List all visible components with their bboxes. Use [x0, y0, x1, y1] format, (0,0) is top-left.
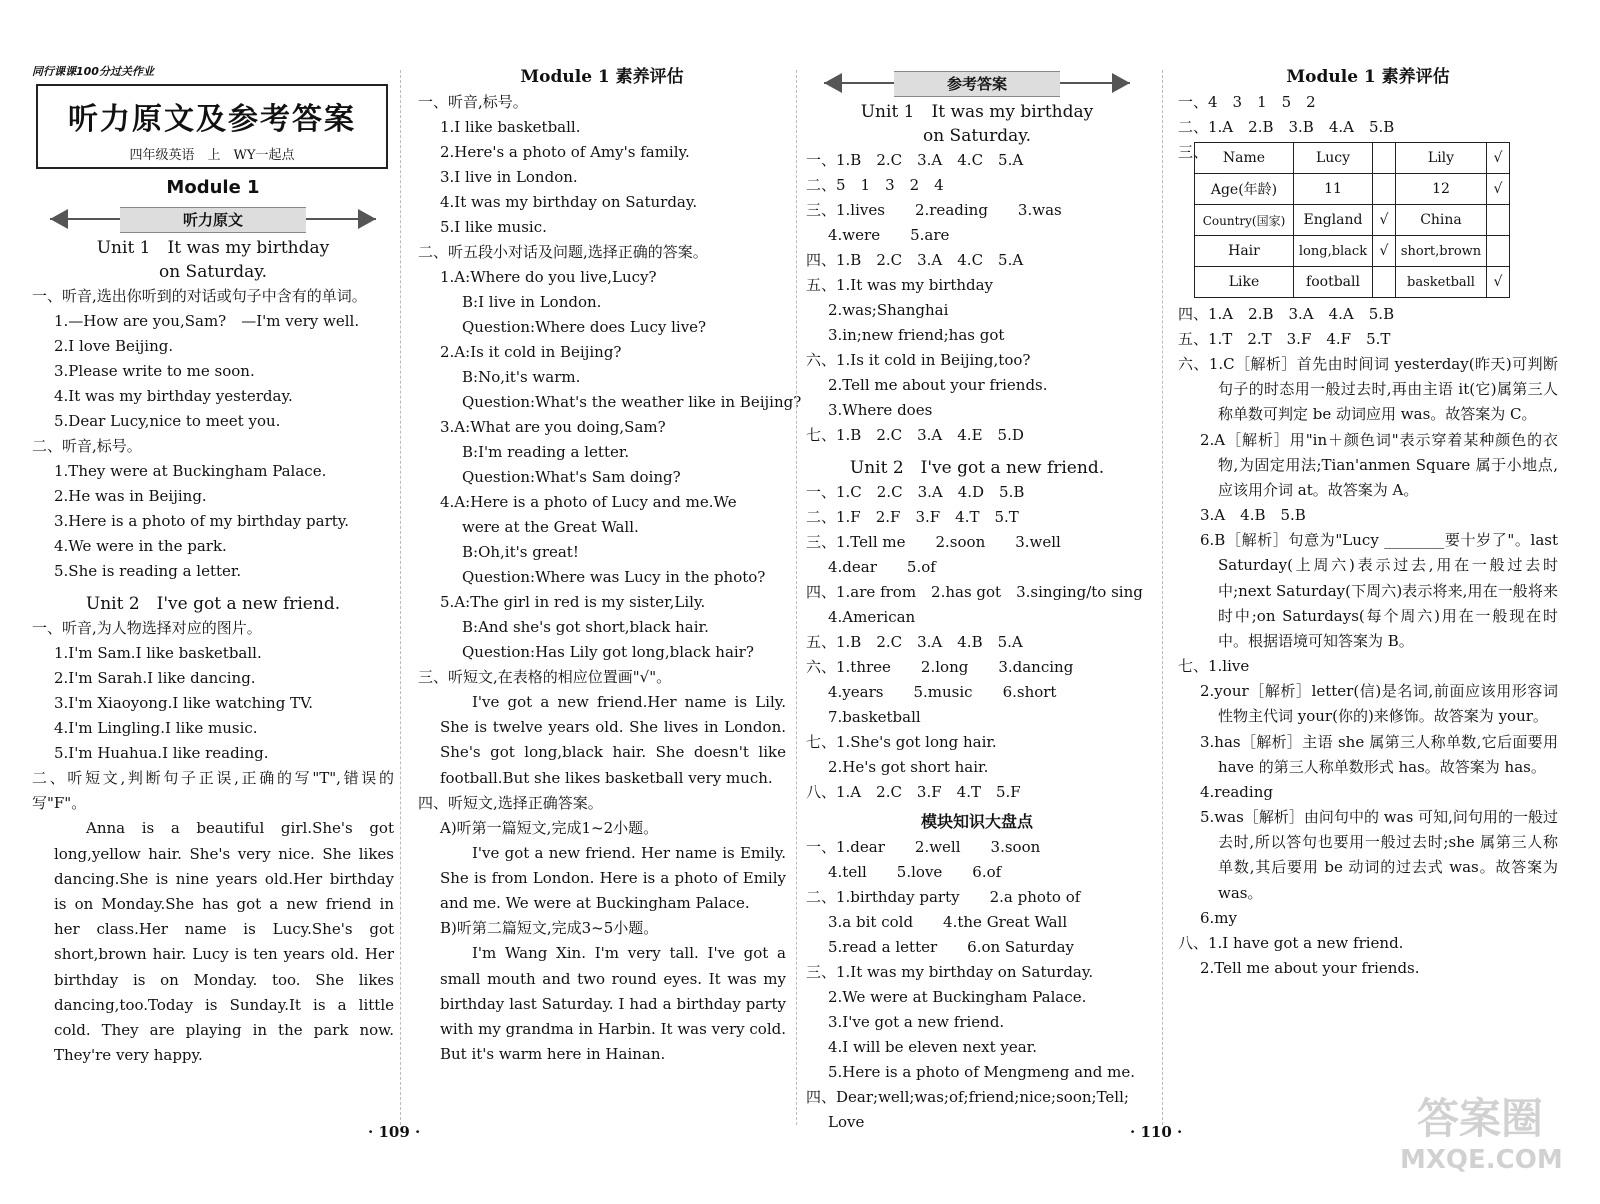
watermark-url: MXQE.COM [1400, 1145, 1563, 1175]
dialog-question: Question:Where does Lucy live? [462, 318, 707, 336]
answer-label: 三、 [1178, 143, 1209, 161]
section-heading: 一、听音,为人物选择对应的图片。 [32, 619, 262, 637]
answer-line: 四、1.B 2.C 3.A 4.C 5.A [806, 251, 1024, 269]
dialog-line: B:I'm reading a letter. [462, 443, 630, 461]
review-title: 模块知识大盘点 [920, 812, 1033, 831]
list-item: 5.I like music. [440, 218, 547, 236]
table-cell: long,black [1294, 236, 1373, 267]
answer-line: 4.dear 5.of [828, 558, 936, 576]
answer-line: 4.reading [1200, 783, 1273, 802]
list-item: 3.I live in London. [440, 168, 578, 186]
column-answer-key [806, 64, 1148, 1135]
section-heading: 二、听五段小对话及问题,选择正确的答案。 [418, 243, 708, 261]
answer-line: 2.He's got short hair. [828, 758, 989, 776]
section-heading: 二、听短文,判断句子正误,正确的写"T",错误的写"F"。 [32, 769, 394, 813]
answer-line: 五、1.It was my birthday [806, 276, 994, 294]
answer-line: 一、1.C 2.C 3.A 4.D 5.B [806, 483, 1025, 501]
answer-line: 五、1.T 2.T 3.F 4.F 5.T [1178, 330, 1391, 348]
banner-label: 参考答案 [894, 71, 1060, 97]
list-item: 3.Here is a photo of my birthday party. [54, 512, 350, 530]
section-heading: 一、听音,标号。 [418, 93, 528, 111]
check-cell: √ [1487, 174, 1510, 205]
list-item: 3.Please write to me soon. [54, 362, 255, 380]
dialog-line: B:And she's got short,black hair. [462, 618, 709, 636]
passage: I've got a new friend.Her name is Lily. She is twelve years old. She lives in London. She's got long,black hair. She doesn't like football.But she likes basketball very much. [440, 693, 786, 787]
column-module-assessment-text [418, 64, 802, 1067]
answer-line: 3.I've got a new friend. [828, 1013, 1005, 1031]
table-cell: 11 [1294, 174, 1373, 205]
check-cell [1373, 143, 1396, 174]
answer-line: 5.Here is a photo of Mengmeng and me. [828, 1063, 1136, 1081]
answer-line: 六、1.Is it cold in Beijing,too? [806, 351, 1031, 369]
list-item: 4.It was my birthday yesterday. [54, 387, 293, 405]
answer-line: 7.basketball [828, 708, 921, 726]
title-box [36, 84, 388, 169]
answer-line: 一、1.dear 2.well 3.soon [806, 838, 1041, 856]
column-module-assessment-answers [1178, 64, 1558, 981]
answer-line: 4.years 5.music 6.short [828, 683, 1057, 701]
check-cell: √ [1373, 205, 1396, 236]
table-cell: England [1294, 205, 1373, 236]
table-cell: Name [1195, 143, 1294, 174]
answer-line: 三、1.lives 2.reading 3.was [806, 201, 1062, 219]
dialog-question: Question:What's the weather like in Beijing? [462, 393, 802, 411]
list-item: 2.He was in Beijing. [54, 487, 207, 505]
list-item: 3.I'm Xiaoyong.I like watching TV. [54, 694, 314, 712]
table-row [1195, 143, 1510, 174]
list-item: 5.Dear Lucy,nice to meet you. [54, 412, 281, 430]
subsection-heading: B)听第二篇短文,完成3~5小题。 [440, 919, 659, 938]
table-cell: 12 [1396, 174, 1487, 205]
answer-line: 5.read a letter 6.on Saturday [828, 938, 1075, 956]
dialog-line: 2.A:Is it cold in Beijing? [440, 343, 622, 361]
dialog-line: 4.A:Here is a photo of Lucy and me.We [440, 493, 737, 511]
section-banner [824, 70, 1130, 96]
answer-line: 一、1.B 2.C 3.A 4.C 5.A [806, 151, 1024, 169]
answer-line: 4.I will be eleven next year. [828, 1038, 1037, 1056]
list-item: 2.I'm Sarah.I like dancing. [54, 669, 256, 687]
unit-title: Unit 2 I've got a new friend. [849, 458, 1105, 478]
page-number-left: · 109 · [368, 1123, 421, 1141]
check-cell [1373, 174, 1396, 205]
table-row [1195, 267, 1510, 298]
answer-line: 3.Where does [828, 401, 933, 419]
answer-line: 二、1.A 2.B 3.B 4.A 5.B [1178, 118, 1395, 136]
answer-line: 三、1.Tell me 2.soon 3.well [806, 533, 1061, 551]
table-cell: basketball [1396, 267, 1487, 298]
answer-line: 2.We were at Buckingham Palace. [828, 988, 1087, 1006]
dialog-line: 5.A:The girl in red is my sister,Lily. [440, 593, 706, 611]
answer-line: 二、5 1 3 2 4 [806, 176, 944, 194]
answer-line: 一、4 3 1 5 2 [1178, 93, 1316, 111]
list-item: 1.They were at Buckingham Palace. [54, 462, 327, 480]
answer-explanation: 2.A［解析］用"in＋颜色词"表示穿着某种颜色的衣物,为固定用法;Tian'anmen Square 属于小地点,应该用介词 at。故答案为 A。 [1200, 430, 1558, 500]
section-heading: 一、听音,选出你听到的对话或句子中含有的单词。 [32, 287, 367, 305]
answer-line: 七、1.She's got long hair. [806, 733, 997, 751]
section-title: Module 1 素养评估 [1286, 67, 1450, 87]
banner-label: 听力原文 [120, 207, 306, 233]
section-heading: 三、听短文,在表格的相应位置画"√"。 [418, 668, 672, 686]
answer-line: 七、1.live [1178, 657, 1250, 676]
answer-line: 2.was;Shanghai [828, 301, 949, 319]
answer-explanation: 2.your［解析］letter(信)是名词,前面应该用形容词性物主代词 your(你的)来修饰。故答案为 your。 [1200, 682, 1558, 726]
answer-table [1194, 142, 1510, 298]
answer-explanation: 六、1.C［解析］首先由时间词 yesterday(昨天)可判断句子的时态用一般过去时,再由主语 it(它)属第三人称单数可判定 be 动词应用 was。故答案为 C。 [1178, 355, 1558, 424]
passage: Anna is a beautiful girl.She's got long,yellow hair. She's very nice. She likes dancing.She is nine years old.Her birthday is on Monday.She has got a new friend in her class.Her name is Lucy.She's got short,brown hair. Lucy is ten years old. Her birthday is on Monday. too. She likes dancing,too.Today is Sunday.It is a little cold. They are playing in the park now. They're very happy. [54, 819, 394, 1065]
table-cell: short,brown [1396, 236, 1487, 267]
answer-line: 2.Tell me about your friends. [828, 376, 1048, 394]
check-cell: √ [1487, 143, 1510, 174]
brand-line: 同行课课100分过关作业 [32, 65, 154, 78]
table-cell: Like [1195, 267, 1294, 298]
answer-explanation: 3.has［解析］主语 she 属第三人称单数,它后面要用 have 的第三人称单数形式 has。故答案为 has。 [1200, 732, 1558, 776]
passage: I've got a new friend. Her name is Emily. She is from London. Here is a photo of Emily and me. We were at Buckingham Palace. [440, 843, 786, 913]
answer-explanation: 5.was［解析］由问句中的 was 可知,问句用的一般过去时,所以答句也要用一般过去时;she 属第三人称单数,其后要用 be 动词的过去式 was。故答案为 was。 [1200, 808, 1558, 902]
list-item: 4.It was my birthday on Saturday. [440, 193, 698, 211]
answer-line: 二、1.birthday party 2.a photo of [806, 888, 1081, 906]
table-cell: Lucy [1294, 143, 1373, 174]
dialog-line: B:Oh,it's great! [462, 543, 579, 561]
list-item: 2.I love Beijing. [54, 337, 174, 355]
list-item: 5.She is reading a letter. [54, 562, 242, 580]
answer-table-block [1178, 140, 1558, 302]
table-cell: Country(国家) [1195, 205, 1294, 236]
table-cell: Hair [1195, 236, 1294, 267]
list-item: 4.We were in the park. [54, 537, 227, 555]
table-row [1195, 205, 1510, 236]
answer-line: 四、Dear;well;was;of;friend;nice;soon;Tell; [806, 1088, 1129, 1106]
table-cell: football [1294, 267, 1373, 298]
dialog-line: 3.A:What are you doing,Sam? [440, 418, 666, 436]
page-number-right: · 110 · [1130, 1123, 1183, 1141]
list-item: 2.Here's a photo of Amy's family. [440, 143, 690, 161]
answer-line: 三、1.It was my birthday on Saturday. [806, 963, 1094, 981]
passage: I'm Wang Xin. I'm very tall. I've got a small mouth and two round eyes. It was my birthday last Saturday. I had a birthday party with my grandma in Harbin. It was very cold. But it's warm here in Hainan. [440, 944, 786, 1064]
answer-line: 3.a bit cold 4.the Great Wall [828, 913, 1068, 931]
answer-line: 五、1.B 2.C 3.A 4.B 5.A [806, 633, 1023, 651]
subsection-heading: A)听第一篇短文,完成1~2小题。 [440, 818, 659, 837]
page-title: 听力原文及参考答案 [68, 102, 356, 137]
list-item: 4.I'm Lingling.I like music. [54, 719, 258, 737]
check-cell [1373, 267, 1396, 298]
section-heading: 四、听短文,选择正确答案。 [418, 793, 603, 812]
section-heading: 二、听音,标号。 [32, 437, 142, 455]
answer-line: 四、1.A 2.B 3.A 4.A 5.B [1178, 305, 1395, 323]
dialog-line: were at the Great Wall. [462, 518, 639, 536]
answer-line: 二、1.F 2.F 3.F 4.T 5.T [806, 508, 1019, 526]
answer-line: Love [828, 1113, 865, 1131]
table-row [1195, 174, 1510, 205]
watermark-text: 答案圈 [1416, 1094, 1543, 1143]
answer-line: 4.American [828, 608, 916, 626]
table-cell: Age(年龄) [1195, 174, 1294, 205]
answer-line: 八、1.I have got a new friend. [1178, 933, 1404, 952]
section-banner [50, 206, 376, 232]
list-item: 1.—How are you,Sam? —I'm very well. [54, 312, 360, 330]
dialog-question: Question:Has Lily got long,black hair? [462, 643, 754, 661]
unit-title-cont: on Saturday. [922, 126, 1032, 146]
module-heading: Module 1 [166, 177, 260, 198]
unit-title: Unit 1 It was my birthday [860, 102, 1094, 122]
section-title: Module 1 素养评估 [520, 67, 684, 87]
list-item: 1.I'm Sam.I like basketball. [54, 644, 262, 662]
dialog-line: B:No,it's warm. [462, 368, 581, 386]
answer-line: 4.were 5.are [828, 226, 950, 244]
table-cell: China [1396, 205, 1487, 236]
check-cell: √ [1487, 267, 1510, 298]
check-cell [1487, 205, 1510, 236]
dialog-line: 1.A:Where do you live,Lucy? [440, 268, 657, 286]
check-cell: √ [1373, 236, 1396, 267]
dialog-question: Question:What's Sam doing? [462, 468, 681, 486]
list-item: 5.I'm Huahua.I like reading. [54, 744, 269, 762]
answer-line: 四、1.are from 2.has got 3.singing/to sing [806, 583, 1143, 601]
unit-title-cont: on Saturday. [158, 262, 268, 282]
answer-line: 3.in;new friend;has got [828, 326, 1005, 344]
unit-title: Unit 1 It was my birthday [96, 238, 330, 258]
answer-line: 六、1.three 2.long 3.dancing [806, 658, 1074, 676]
dialog-question: Question:Where was Lucy in the photo? [462, 568, 766, 586]
column-divider [1162, 70, 1164, 1125]
column-listening-text [32, 64, 394, 1068]
dialog-line: B:I live in London. [462, 293, 602, 311]
answer-line: 七、1.B 2.C 3.A 4.E 5.D [806, 426, 1024, 444]
answer-line: 6.my [1200, 908, 1238, 927]
answer-line: 2.Tell me about your friends. [1200, 958, 1420, 977]
answer-explanation: 6.B［解析］句意为"Lucy ________要十岁了"。last Saturday(上周六)表示过去,用在一般过去时中;next Saturday(下周六)表示将来,用在一般将来时中;on Saturdays(每个周六)用在一般现在时中。根据语境可知答案为 B。 [1200, 531, 1558, 651]
list-item: 1.I like basketball. [440, 118, 581, 136]
check-cell [1487, 236, 1510, 267]
book-subtitle: 四年级英语 上 WY一起点 [129, 148, 295, 163]
unit-title: Unit 2 I've got a new friend. [85, 594, 341, 614]
answer-line: 3.A 4.B 5.B [1200, 506, 1306, 525]
column-divider [400, 70, 402, 1125]
answer-line: 八、1.A 2.C 3.F 4.T 5.F [806, 783, 1021, 801]
watermark-logo [1400, 1094, 1563, 1194]
table-cell: Lily [1396, 143, 1487, 174]
answer-line: 4.tell 5.love 6.of [828, 863, 1002, 881]
column-divider [796, 70, 798, 1125]
table-row [1195, 236, 1510, 267]
